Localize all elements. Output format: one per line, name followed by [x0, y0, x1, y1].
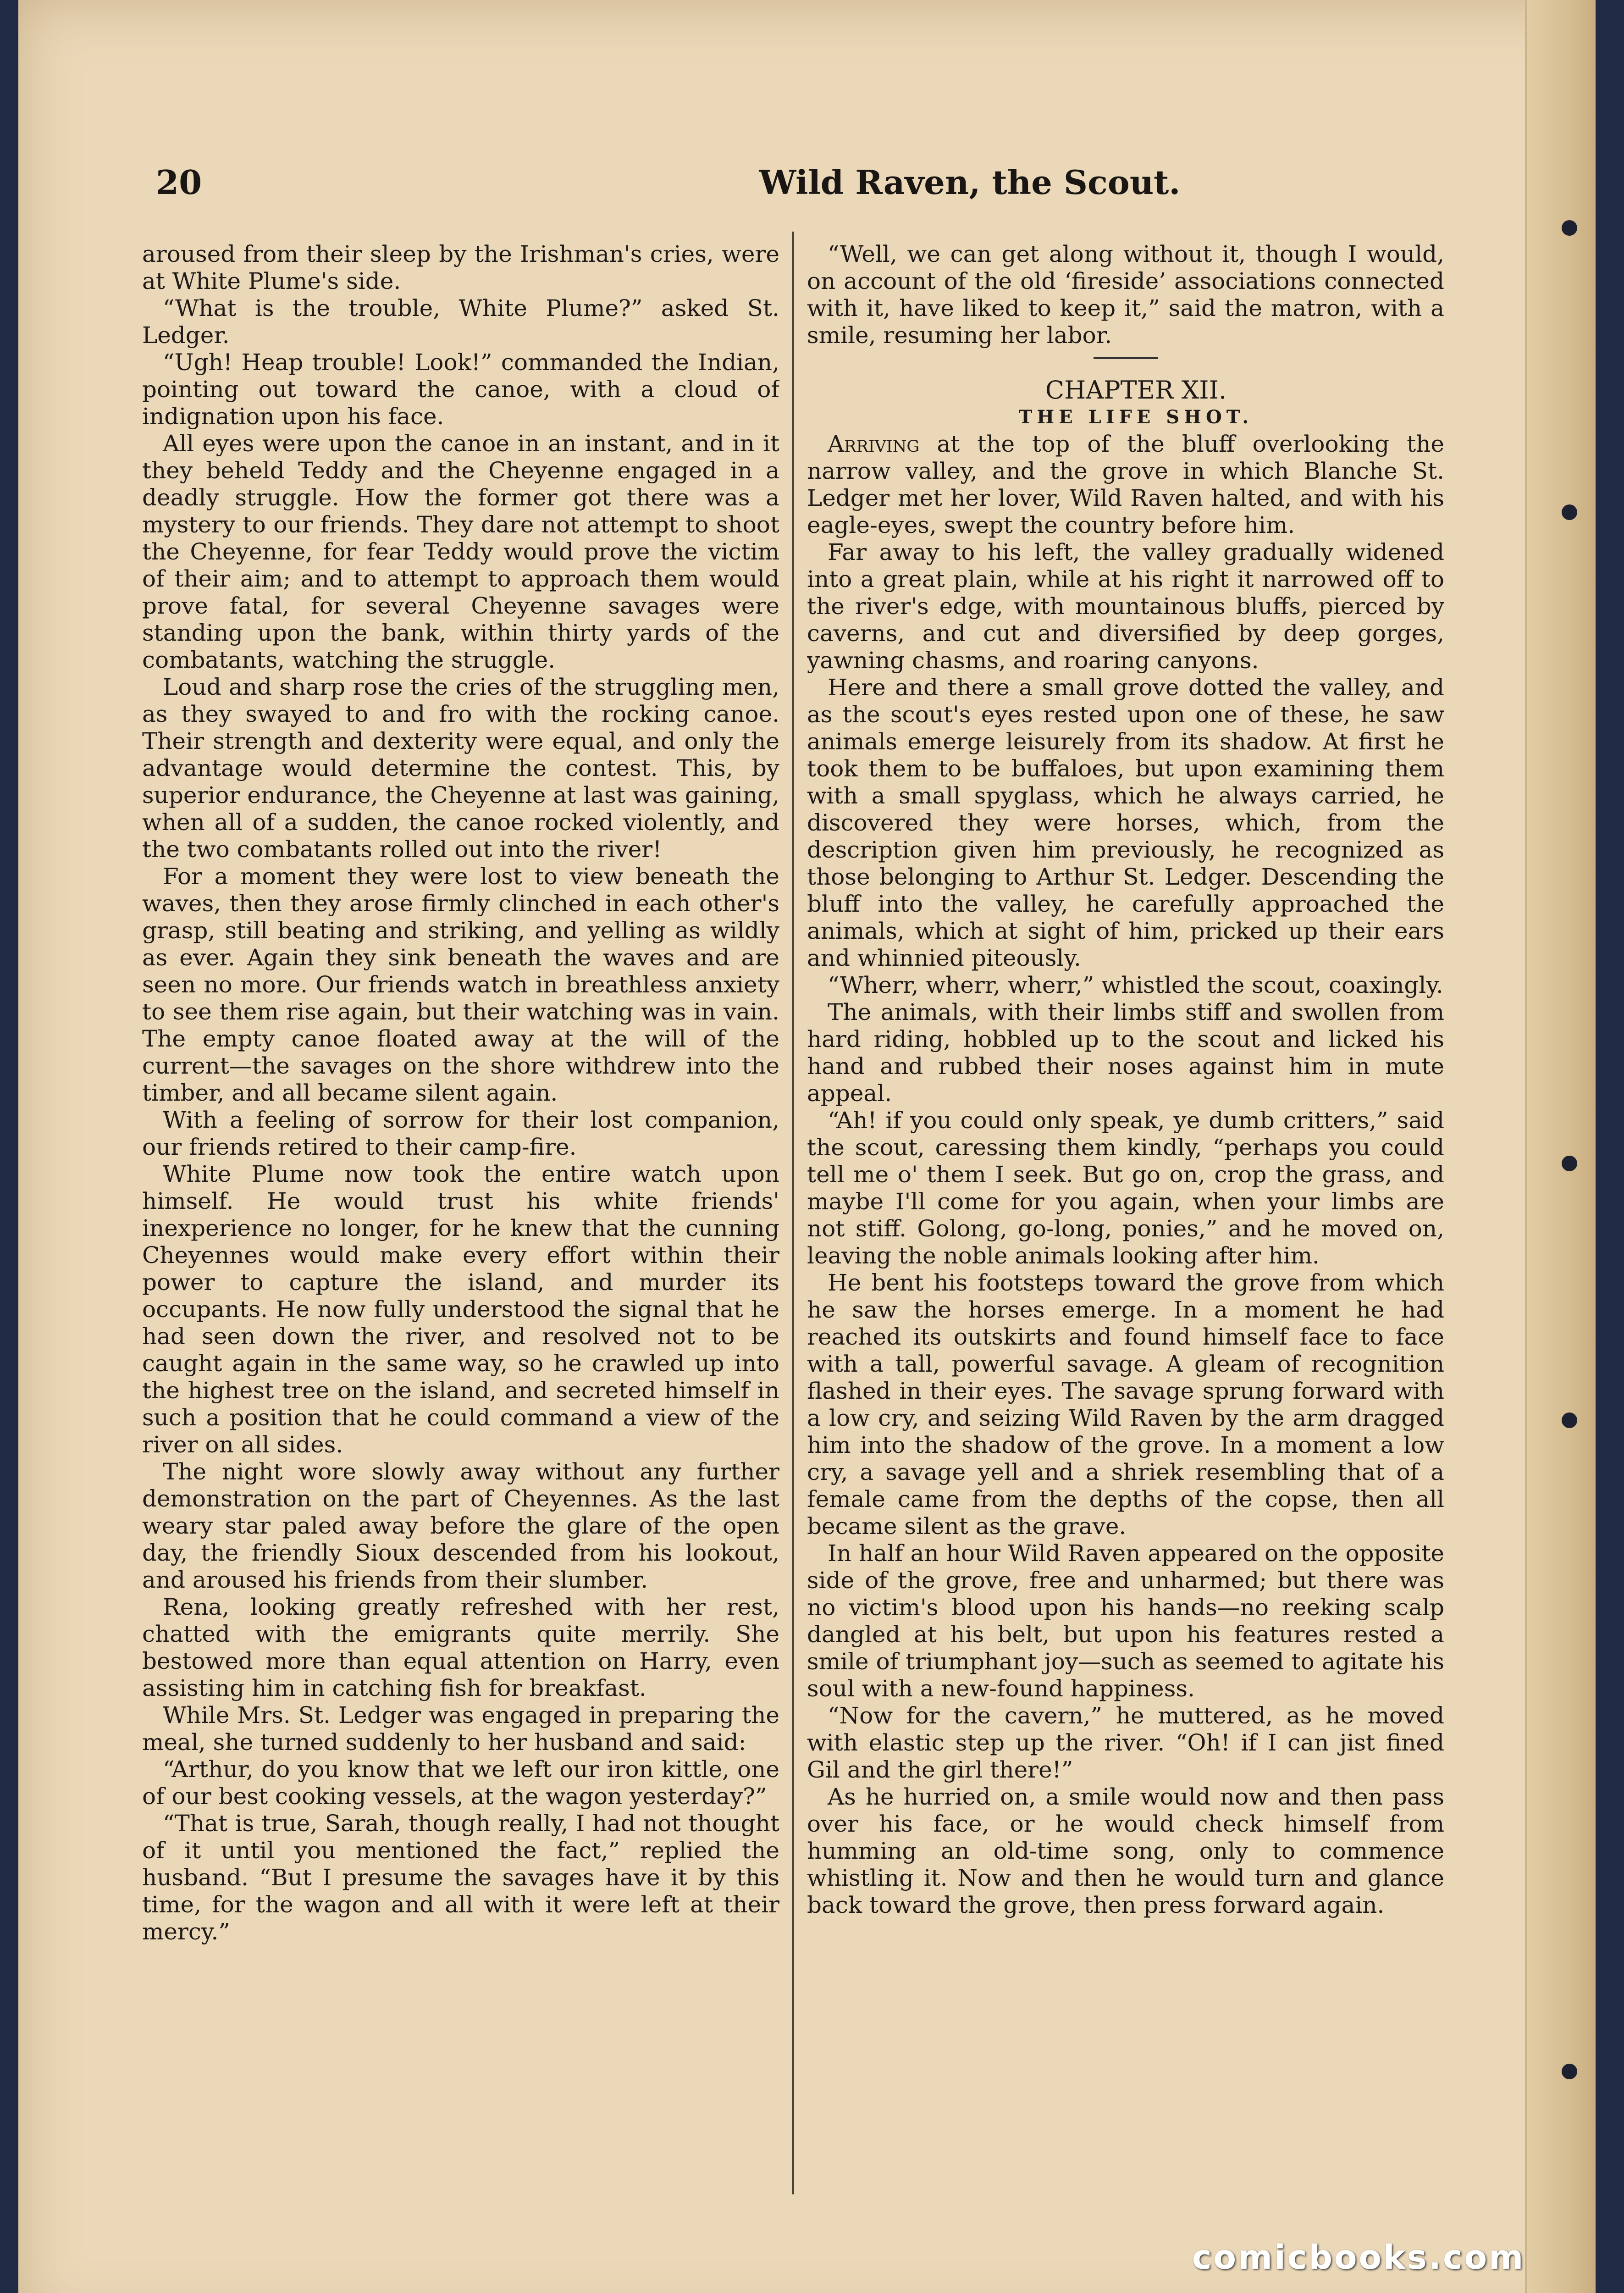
column-divider	[792, 232, 794, 2194]
paragraph: Loud and sharp rose the cries of the struggling men, as they swayed to and fro with the rocking canoe. Their strength and dexterity were equal, and only the advantage would determine the contest. This, by superior endurance, the Cheyenne at last was gaining, when all of a sudden, the canoe rocked violently, and the two combatants rolled out into the river!	[142, 674, 779, 863]
paragraph	[807, 431, 1444, 539]
binding-stitch	[1562, 1412, 1577, 1428]
site-watermark: comicbooks.com	[1192, 2238, 1525, 2276]
paragraph: “Well, we can get along without it, though I would, on account of the old ‘fireside’ associations connected with it, have liked to keep it,” said the matron, with a smile, resuming her labor.	[807, 241, 1444, 349]
section-rule	[1094, 357, 1158, 359]
page-header	[156, 163, 1486, 204]
paragraph: “What is the trouble, White Plume?” asked St. Ledger.	[142, 295, 779, 349]
page-spine	[1525, 0, 1596, 2293]
paragraph: Far away to his left, the valley gradually widened into a great plain, while at his right it narrowed off to the river's edge, with mountainous bluffs, pierced by caverns, and cut and diversified by deep gorges, yawning chasms, and roaring canyons.	[807, 539, 1444, 674]
lead-word: Arriving	[828, 431, 920, 457]
page-number: 20	[156, 163, 202, 202]
chapter-title: CHAPTER XII.	[1045, 376, 1227, 404]
paragraph: The night wore slowly away without any further demonstration on the part of Cheyennes. As the last weary star paled away before the glare of the open day, the friendly Sioux descended from his lookout, and aroused his friends from their slumber.	[142, 1458, 779, 1593]
paragraph: “Ah! if you could only speak, ye dumb critters,” said the scout, caressing them kindly, “perhaps you could tell me o' them I seek. But go on, crop the grass, and maybe I'll come for you again, when your limbs are not stiff. Golong, go-long, ponies,” and he moved on, leaving the noble animals looking after him.	[807, 1107, 1444, 1269]
paragraph: White Plume now took the entire watch upon himself. He would trust his white friends' inexperience no longer, for he knew that the cunning Cheyennes would make every effort within their power to capture the island, and murder its occupants. He now fully understood the signal that he had seen down the river, and resolved not to be caught again in the same way, so he crawled up into the highest tree on the island, and secreted himself in such a position that he could command a view of the river on all sides.	[142, 1161, 779, 1458]
paragraph: All eyes were upon the canoe in an instant, and in it they beheld Teddy and the Cheyenne engaged in a deadly struggle. How the former got there was a mystery to our friends. They dare not attempt to shoot the Cheyenne, for fear Teddy would prove the victim of their aim; and to attempt to approach them would prove fatal, for several Cheyenne savages were standing upon the bank, within thirty yards of the combatants, watching the struggle.	[142, 430, 779, 673]
binding-stitch	[1562, 220, 1577, 236]
paragraph: “That is true, Sarah, though really, I had not thought of it until you mentioned the fact,” replied the husband. “But I presume the savages have it by this time, for the wagon and all with it were left at their mercy.”	[142, 1810, 779, 1945]
paragraph: In half an hour Wild Raven appeared on the opposite side of the grove, free and unharmed; but there was no victim's blood upon his hands—no reeking scalp dangled at his belt, but upon his features rested a smile of triumphant joy—such as seemed to agitate his soul with a new-found happiness.	[807, 1540, 1444, 1702]
paragraph: “Wherr, wherr, wherr,” whistled the scout, coaxingly.	[828, 972, 1443, 998]
binding-stitch	[1562, 504, 1577, 520]
right-column	[807, 241, 1444, 2185]
running-title: Wild Raven, the Scout.	[759, 163, 1181, 202]
binding-stitch	[1562, 1156, 1577, 1171]
paragraph: For a moment they were lost to view beneath the waves, then they arose firmly clinched in each other's grasp, still beating and striking, and yelling as wildly as ever. Again they sink beneath the waves and are seen no more. Our friends watch in breathless anxiety to see them rise again, but their watching was in vain. The empty canoe floated away at the will of the current—the savages on the shore withdrew into the timber, and all became silent again.	[142, 863, 779, 1106]
paragraph: He bent his footsteps toward the grove from which he saw the horses emerge. In a moment he had reached its outskirts and found himself face to face with a tall, powerful savage. A gleam of recognition flashed in their eyes. The savage sprung forward with a low cry, and seizing Wild Raven by the arm dragged him into the shadow of the grove. In a moment a low cry, a savage yell and a shriek resembling that of a female came from the depths of the copse, then all became silent as the grave.	[807, 1269, 1444, 1540]
paragraph: “Now for the cavern,” he muttered, as he moved with elastic step up the river. “Oh! if I can jist fined Gil and the girl there!”	[807, 1702, 1444, 1783]
paragraph: aroused from their sleep by the Irishman's cries, were at White Plume's side.	[142, 241, 779, 294]
paragraph: With a feeling of sorrow for their lost companion, our friends retired to their camp-fire.	[142, 1107, 779, 1160]
paragraph: While Mrs. St. Ledger was engaged in preparing the meal, she turned suddenly to her husband and said:	[142, 1702, 779, 1756]
paragraph: As he hurried on, a smile would now and then pass over his face, or he would check himself from humming an old-time song, only to commence whistling it. Now and then he would turn and glance back toward the grove, then press forward again.	[807, 1783, 1444, 1918]
paragraph: “Arthur, do you know that we left our iron kittle, one of our best cooking vessels, at the wagon yesterday?”	[142, 1756, 779, 1810]
chapter-subtitle: THE LIFE SHOT.	[1018, 406, 1254, 428]
paragraph: Here and there a small grove dotted the valley, and as the scout's eyes rested upon one of these, he saw animals emerge leisurely from its shadow. At first he took them to be buffaloes, but upon examining them with a small spyglass, which he always carried, he discovered they were horses, which, from the description given him previously, he recognized as those belonging to Arthur St. Ledger. Descending the bluff into the valley, he carefully approached the animals, which at sight of him, pricked up their ears and whinnied piteously.	[807, 674, 1444, 971]
binding-stitch	[1562, 2064, 1577, 2079]
left-column	[142, 241, 779, 2185]
paragraph: “Ugh! Heap trouble! Look!” commanded the Indian, pointing out toward the canoe, with a cloud of indignation upon his face.	[142, 349, 779, 430]
paragraph: The animals, with their limbs stiff and swollen from hard riding, hobbled up to the scout and licked his hand and rubbed their noses against him in mute appeal.	[807, 999, 1444, 1107]
paragraph-text: at the top of the bluff overlooking the narrow valley, and the grove in which Blanche St. Ledger met her lover, Wild Raven halted, and with his eagle-eyes, swept the country before him.	[807, 431, 1444, 538]
paragraph: Rena, looking greatly refreshed with her rest, chatted with the emigrants quite merrily. She bestowed more than equal attention on Harry, even assisting him in catching fish for breakfast.	[142, 1594, 779, 1701]
